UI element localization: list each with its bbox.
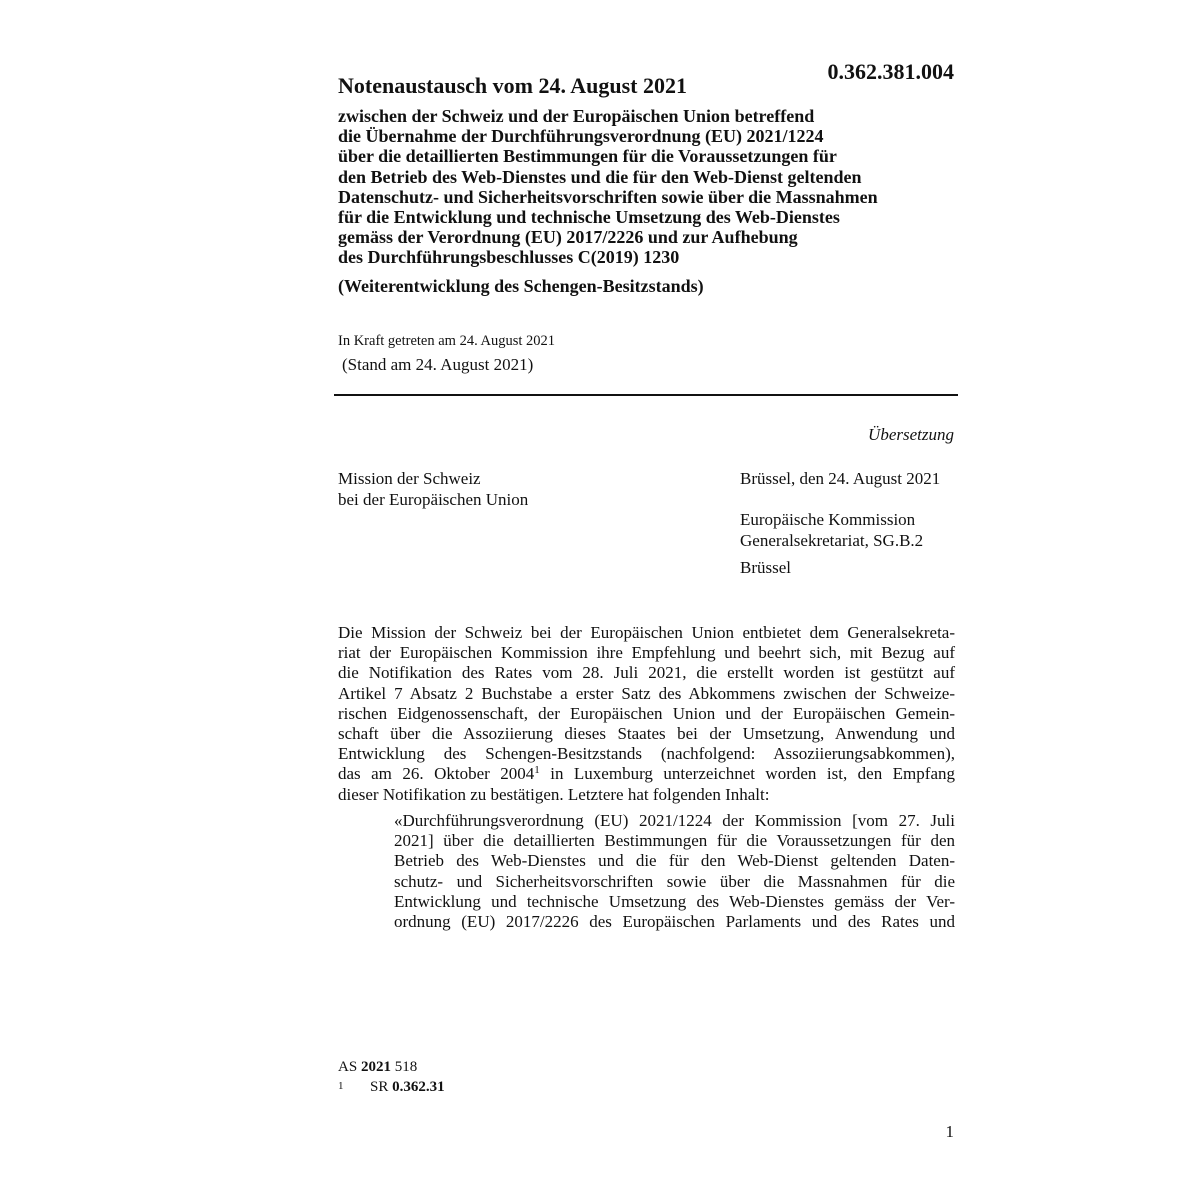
- footnote-prefix: SR: [370, 1079, 389, 1095]
- subtitle-line: für die Entwicklung und technische Umsetzung des Web-Dienstes: [338, 207, 840, 228]
- body-line: die Notifikation des Rates vom 28. Juli 2021, die erstellt worden ist gestützt auf: [338, 663, 955, 683]
- as-prefix: AS: [338, 1059, 358, 1075]
- body-line: schaft über die Assoziierung dieses Staates bei der Umsetzung, Anwendung und: [338, 723, 955, 743]
- body-text-segment: in Luxemburg unterzeichnet worden ist, den Empfang: [539, 764, 955, 784]
- subtitle-line: über die detaillierten Bestimmungen für die Voraussetzungen für: [338, 146, 837, 167]
- body-line: rischen Eidgenossenschaft, der Europäischen Union und der Europäischen Gemein-: [338, 703, 955, 723]
- as-page: 518: [394, 1059, 418, 1075]
- body-line: Artikel 7 Absatz 2 Buchstabe a erster Satz des Abkommens zwischen der Schweize-: [338, 683, 955, 703]
- quote-line: schutz- und Sicherheitsvorschriften sowie über die Massnahmen für die: [394, 871, 955, 891]
- body-line: Die Mission der Schweiz bei der Europäischen Union entbietet dem Generalsekreta-: [338, 623, 955, 642]
- body-line: riat der Europäischen Kommission ihre Empfehlung und beehrt sich, mit Bezug auf: [338, 643, 955, 663]
- sender-block: [338, 468, 528, 510]
- quote-line: «Durchführungsverordnung (EU) 2021/1224 der Kommission [vom 27. Juli: [394, 811, 955, 830]
- quote-line: Entwicklung und technische Umsetzung des Web-Dienstes gemäss der Ver-: [394, 891, 955, 911]
- sender-line: bei der Europäischen Union: [338, 490, 529, 509]
- body-line-with-footnote: [338, 764, 955, 784]
- document-subtitle: [338, 106, 958, 268]
- quote-line: 2021] über die detaillierten Bestimmungen für die Voraussetzungen für den: [394, 831, 955, 851]
- recipient-line: Generalsekretariat, SG.B.2: [740, 531, 924, 550]
- status-date: (Stand am 24. August 2021): [342, 355, 534, 374]
- quoted-notification: [394, 811, 955, 932]
- translation-label: Übersetzung: [868, 425, 954, 444]
- as-year: 2021: [360, 1059, 391, 1075]
- subtitle-line: des Durchführungsbeschlusses C(2019) 1230: [338, 247, 680, 268]
- footnote-ref[interactable]: 0.362.31: [392, 1079, 445, 1095]
- page-number: 1: [945, 1122, 954, 1141]
- footnote: [338, 1077, 445, 1097]
- sr-number: 0.362.381.004: [827, 59, 954, 84]
- body-line: Entwicklung des Schengen-Besitzstands (nachfolgend: Assoziierungsabkommen),: [338, 744, 955, 764]
- recipient-block: [740, 509, 923, 551]
- quote-line: ordnung (EU) 2017/2226 des Europäischen Parlaments und des Rates und: [394, 911, 955, 931]
- recipient-line: Europäische Kommission: [740, 510, 916, 529]
- header-divider: [334, 394, 958, 396]
- footnote-reference[interactable]: 1: [534, 764, 540, 777]
- place-date: Brüssel, den 24. August 2021: [740, 469, 941, 488]
- subtitle-line: Datenschutz- und Sicherheitsvorschriften sowie über die Massnahmen: [338, 186, 878, 207]
- subtitle-line: gemäss der Verordnung (EU) 2017/2226 und zur Aufhebung: [338, 227, 798, 248]
- body-line: dieser Notifikation zu bestätigen. Letztere hat folgenden Inhalt:: [338, 784, 770, 804]
- body-text-segment: das am 26. Oktober 2004: [338, 764, 535, 784]
- body-paragraph: [338, 623, 955, 805]
- recipient-city: Brüssel: [740, 558, 791, 577]
- quote-line: Betrieb des Web-Dienstes und die für den Web-Dienst geltenden Daten-: [394, 851, 955, 871]
- subtitle-line: die Übernahme der Durchführungsverordnung (EU) 2021/1224: [338, 126, 824, 147]
- in-force-date: In Kraft getreten am 24. August 2021: [338, 333, 556, 349]
- development-note: (Weiterentwicklung des Schengen-Besitzstands): [338, 276, 704, 296]
- subtitle-line: zwischen der Schweiz und der Europäischen Union betreffend: [338, 106, 815, 126]
- footnote-mark: 1: [338, 1080, 344, 1092]
- document-title: Notenaustausch vom 24. August 2021: [338, 73, 687, 98]
- subtitle-line: den Betrieb des Web-Dienstes und die für den Web-Dienst geltenden: [338, 166, 862, 187]
- official-compilation-reference: [338, 1057, 417, 1077]
- sender-line: Mission der Schweiz: [338, 469, 481, 488]
